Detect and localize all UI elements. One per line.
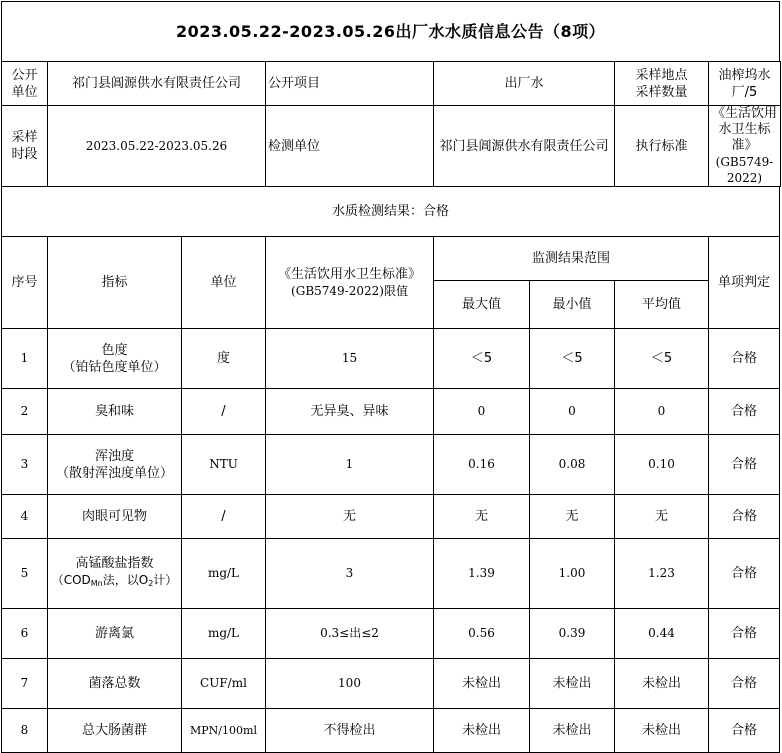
row-limit: 无异臭、异味: [266, 389, 434, 435]
row-judge: 合格: [709, 495, 780, 539]
row-limit: 100: [266, 659, 434, 709]
row-min: 0.08: [530, 435, 615, 495]
row-judge: 合格: [709, 539, 780, 609]
row-min: 未检出: [530, 709, 615, 753]
row-min: 1.00: [530, 539, 615, 609]
row-indicator: 游离氯: [48, 609, 182, 659]
row-indicator: 臭和味: [48, 389, 182, 435]
header-avg: 平均值: [615, 281, 709, 329]
row-indicator: 浑浊度 （散射浑浊度单位）: [48, 435, 182, 495]
row-max: 未检出: [434, 659, 530, 709]
row-judge: 合格: [709, 659, 780, 709]
period-label: 采样 时段: [2, 106, 48, 187]
row-max: 1.39: [434, 539, 530, 609]
period-value: 2023.05.22-2023.05.26: [48, 106, 266, 187]
project-value: 出厂水: [434, 62, 615, 106]
row-unit: MPN/100ml: [182, 709, 266, 753]
row-limit: 3: [266, 539, 434, 609]
row-unit: /: [182, 495, 266, 539]
row-avg: ＜5: [615, 329, 709, 389]
header-unit: 单位: [182, 237, 266, 329]
header-judgement: 单项判定: [709, 237, 780, 329]
header-range: 监测结果范围: [434, 237, 709, 281]
test-unit-value: 祁门县阊源供水有限责任公司: [434, 106, 615, 187]
row-min: 0: [530, 389, 615, 435]
row-max: 0.56: [434, 609, 530, 659]
row-no: 5: [2, 539, 48, 609]
row-min: 0.39: [530, 609, 615, 659]
row-avg: 无: [615, 495, 709, 539]
row-indicator: 高锰酸盐指数 （$COD_{Mn}$法，以$O_2$计）: [48, 539, 182, 609]
row-min: ＜5: [530, 329, 615, 389]
test-unit-label: 检测单位: [266, 106, 434, 187]
row-max: 0.16: [434, 435, 530, 495]
row-indicator: 总大肠菌群: [48, 709, 182, 753]
row-unit: CUF/ml: [182, 659, 266, 709]
row-judge: 合格: [709, 609, 780, 659]
standard-label: 执行标准: [615, 106, 709, 187]
row-judge: 合格: [709, 435, 780, 495]
row-no: 3: [2, 435, 48, 495]
row-avg: 0.44: [615, 609, 709, 659]
result-summary: 水质检测结果：合格: [2, 187, 780, 237]
row-unit: NTU: [182, 435, 266, 495]
sampling-value: 油榨坞水厂/5: [709, 62, 781, 106]
row-avg: 0.10: [615, 435, 709, 495]
row-limit: 1: [266, 435, 434, 495]
table-row: [2, 539, 781, 609]
row-judge: 合格: [709, 389, 780, 435]
row-unit: mg/L: [182, 539, 266, 609]
table-row: [2, 495, 781, 539]
header-no: 序号: [2, 237, 48, 329]
table-row: [2, 609, 781, 659]
header-max: 最大值: [434, 281, 530, 329]
row-avg: 1.23: [615, 539, 709, 609]
publisher-value: 祁门县阊源供水有限责任公司: [48, 62, 266, 106]
row-limit: 无: [266, 495, 434, 539]
row-unit: mg/L: [182, 609, 266, 659]
row-max: 未检出: [434, 709, 530, 753]
row-indicator: 菌落总数: [48, 659, 182, 709]
water-quality-table: [1, 1, 781, 753]
row-no: 2: [2, 389, 48, 435]
row-indicator: 色度 （铂钴色度单位）: [48, 329, 182, 389]
table-row: [2, 435, 781, 495]
table-row: [2, 709, 781, 753]
page-title: 2023.05.22-2023.05.26出厂水水质信息公告（8项）: [2, 2, 780, 62]
row-judge: 合格: [709, 709, 780, 753]
row-avg: 0: [615, 389, 709, 435]
row-no: 6: [2, 609, 48, 659]
row-avg: 未检出: [615, 709, 709, 753]
table-row: [2, 659, 781, 709]
table-row: [2, 329, 781, 389]
row-indicator: 肉眼可见物: [48, 495, 182, 539]
row-no: 1: [2, 329, 48, 389]
project-label: 公开项目: [266, 62, 434, 106]
row-min: 无: [530, 495, 615, 539]
publisher-label: 公开 单位: [2, 62, 48, 106]
row-unit: 度: [182, 329, 266, 389]
sampling-label: 采样地点 采样数量: [615, 62, 709, 106]
row-max: 无: [434, 495, 530, 539]
row-max: 0: [434, 389, 530, 435]
row-max: ＜5: [434, 329, 530, 389]
row-no: 7: [2, 659, 48, 709]
row-no: 4: [2, 495, 48, 539]
header-limit: 《生活饮用水卫生标准》 (GB5749-2022)限值: [266, 237, 434, 329]
row-limit: 不得检出: [266, 709, 434, 753]
row-limit: 15: [266, 329, 434, 389]
row-limit: 0.3≤出≤2: [266, 609, 434, 659]
header-min: 最小值: [530, 281, 615, 329]
row-no: 8: [2, 709, 48, 753]
row-min: 未检出: [530, 659, 615, 709]
row-judge: 合格: [709, 329, 780, 389]
standard-value: 《生活饮用水卫生标准》 (GB5749-2022): [709, 106, 781, 187]
header-indicator: 指标: [48, 237, 182, 329]
row-avg: 未检出: [615, 659, 709, 709]
row-unit: /: [182, 389, 266, 435]
table-row: [2, 389, 781, 435]
